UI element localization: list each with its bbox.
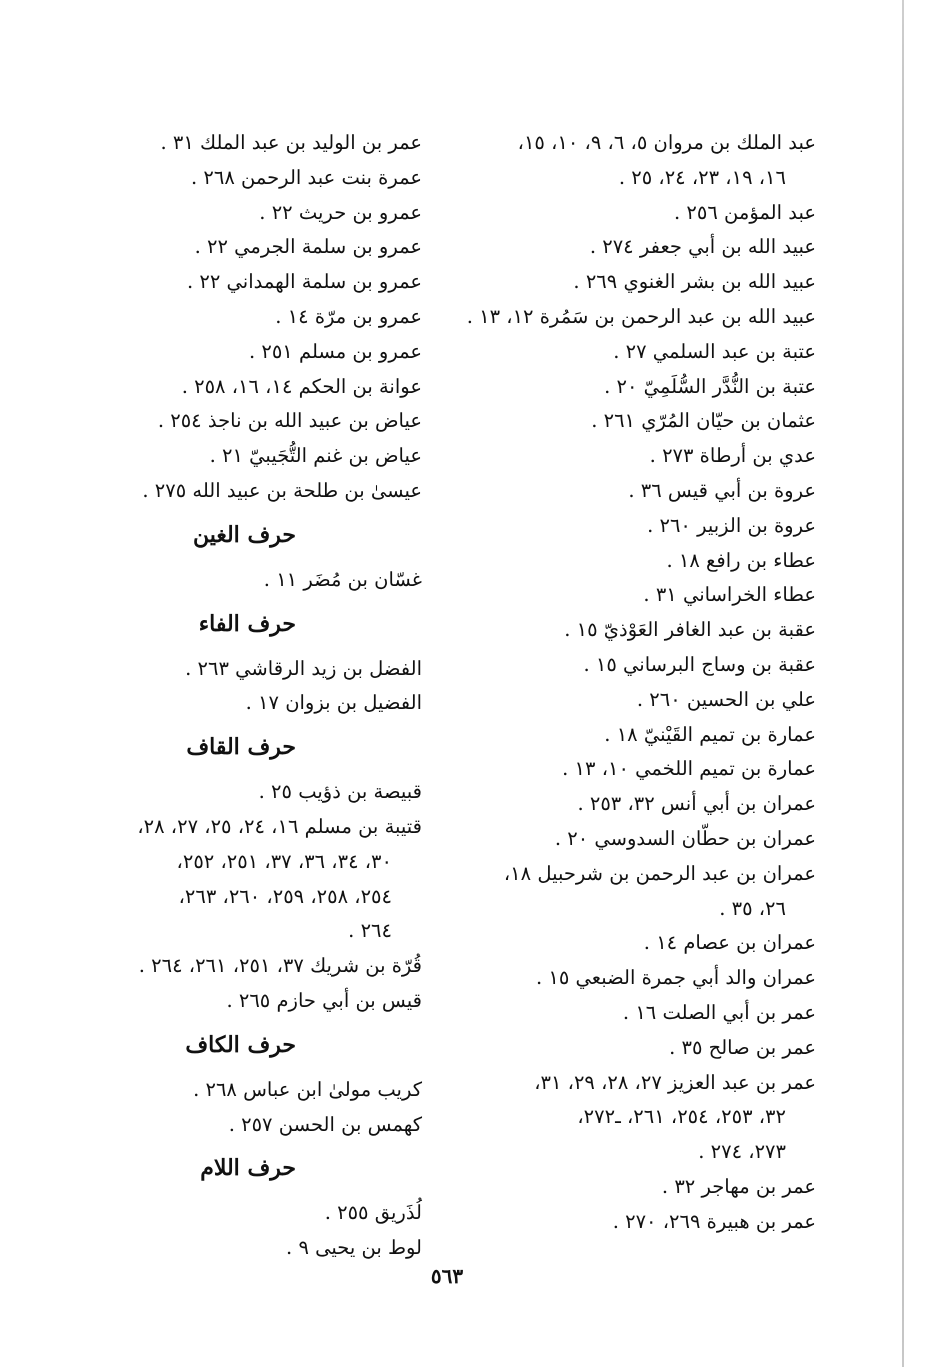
entry-text: قُرّة بن شريك ٣٧، ٢٥١، ٢٦١، ٢٦٤ . — [138, 954, 422, 978]
entry-text: عمر بن هبيرة ٢٦٩، ٢٧٠ . — [612, 1209, 816, 1233]
index-entry — [466, 787, 816, 822]
letter-section-heading: حرف الفاء — [198, 610, 296, 637]
entry-text: لُذَريق ٢٥٥ . — [324, 1201, 422, 1225]
entry-text: عتبة بن النُّدَّر السُّلَمِيّ ٢٠ . — [604, 374, 816, 398]
entry-text: عمرو بن سلمة الهمداني ٢٢ . — [187, 270, 422, 294]
index-entry — [466, 1031, 816, 1066]
entry-text: عدي بن أرطاة ٢٧٣ . — [649, 444, 816, 468]
index-entry — [466, 961, 816, 996]
entry-text: عمران والد أبي جمرة الضبعي ١٥ . — [536, 966, 816, 990]
index-entry — [466, 370, 816, 405]
index-entry — [466, 439, 816, 474]
entry-continuation: ٢٦٤ . — [348, 919, 392, 943]
entry-continuation: ٢٧٣، ٢٧٤ . — [698, 1140, 786, 1164]
entry-continuation: ٢٦، ٣٥ . — [719, 896, 786, 920]
entry-text: عياض بن غنم التُّجَيبيّ ٢١ . — [209, 444, 422, 468]
entry-text: عمرة بنت عبد الرحمن ٢٦٨ . — [190, 165, 422, 189]
entry-text: عقبة بن عبد الغافر العَوْذيّ ١٥ . — [564, 618, 816, 642]
entry-continuation: ٢٥٤، ٢٥٨، ٢٥٩، ٢٦٠، ٢٦٣، — [178, 884, 392, 908]
entry-text: غسّان بن مُضَر ١١ . — [263, 567, 422, 591]
entry-continuation: ٣٠، ٣٤، ٣٦، ٣٧، ٢٥١، ٢٥٢، — [176, 849, 392, 873]
entry-text: عمر بن مهاجر ٣٢ . — [661, 1174, 816, 1198]
index-entry — [466, 752, 816, 787]
index-entry — [466, 265, 816, 300]
entry-text: عمرو بن سلمة الجرمي ٢٢ . — [194, 235, 422, 259]
entry-text: عيسىٰ بن طلحة بن عبيد الله ٢٧٥ . — [142, 478, 422, 502]
entry-text: عمران بن حطّان السدوسي ٢٠ . — [554, 826, 816, 850]
entry-text: عمر بن أبي الصلت ١٦ . — [622, 1000, 816, 1024]
entry-text: عبيد الله بن عبد الرحمن بن سَمُرة ١٢، ١٣ . — [466, 304, 816, 328]
entry-continuation: ١٦، ١٩، ٢٣، ٢٤، ٢٥ . — [618, 165, 786, 189]
entry-text: علي بن الحسين ٢٦٠ . — [636, 687, 816, 711]
index-entry — [74, 1231, 422, 1266]
entry-text: عمر بن عبد العزيز ٢٧، ٢٨، ٢٩، ٣١، — [534, 1070, 816, 1094]
index-entry — [74, 686, 422, 721]
entry-text: عمران بن أبي أنس ٣٢، ٢٥٣ . — [577, 792, 816, 816]
index-entry — [74, 370, 422, 405]
index-entry — [466, 857, 816, 927]
index-entry — [466, 300, 816, 335]
entry-text: عمرو بن مرّة ١٤ . — [275, 304, 422, 328]
index-entry — [466, 196, 816, 231]
index-entry — [466, 1066, 816, 1170]
entry-text: عثمان بن حيّان المُرّي ٢٦١ . — [591, 409, 816, 433]
index-column-left — [74, 126, 422, 1266]
index-entry — [74, 196, 422, 231]
entry-continuation: ٣٢، ٢٥٣، ٢٥٤، ٢٦١، ـ٢٧٢، — [577, 1105, 786, 1129]
entry-text: عمر بن صالح ٣٥ . — [669, 1035, 816, 1059]
entry-text: قبيصة بن ذؤيب ٢٥ . — [258, 780, 422, 804]
entry-text: لوط بن يحيى ٩ . — [286, 1236, 422, 1260]
index-entry — [466, 1205, 816, 1240]
index-entry — [74, 161, 422, 196]
index-entry — [466, 335, 816, 370]
entry-text: عبيد الله بن بشر الغنوي ٢٦٩ . — [573, 270, 816, 294]
index-entry — [74, 775, 422, 810]
index-entry — [466, 544, 816, 579]
index-entry — [74, 474, 422, 509]
index-entry — [74, 984, 422, 1019]
entry-text: عمران بن عصام ١٤ . — [643, 931, 816, 955]
index-entry — [74, 652, 422, 687]
index-entry — [466, 509, 816, 544]
index-column-right — [466, 126, 816, 1240]
index-entry — [466, 613, 816, 648]
entry-text: عمارة بن تميم اللخمي ١٠، ١٣ . — [562, 757, 816, 781]
index-entry — [466, 648, 816, 683]
index-entry — [74, 439, 422, 474]
entry-text: الفضيل بن بزوان ١٧ . — [245, 691, 422, 715]
index-entry — [74, 563, 422, 598]
entry-text: قتيبة بن مسلم ١٦، ٢٤، ٢٥، ٢٧، ٢٨، — [137, 814, 422, 838]
entry-text: عياض بن عبيد الله بن ناجذ ٢٥٤ . — [157, 409, 422, 433]
entry-text: عبيد الله بن أبي جعفر ٢٧٤ . — [589, 235, 816, 259]
index-entry — [466, 1170, 816, 1205]
index-entry — [466, 474, 816, 509]
index-entry — [466, 230, 816, 265]
index-entry — [466, 996, 816, 1031]
index-entry — [466, 404, 816, 439]
entry-text: قيس بن أبي حازم ٢٦٥ . — [226, 988, 422, 1012]
entry-text: عمارة بن تميم القَيْنيّ ١٨ . — [604, 722, 816, 746]
entry-text: عمرو بن مسلم ٢٥١ . — [248, 339, 422, 363]
index-entry — [74, 810, 422, 949]
entry-text: عبد المؤمن ٢٥٦ . — [674, 200, 816, 224]
entry-text: عمران بن عبد الرحمن بن شرحبيل ١٨، — [503, 861, 816, 885]
index-entry — [466, 683, 816, 718]
index-entry — [74, 265, 422, 300]
index-entry — [74, 1196, 422, 1231]
index-entry — [466, 718, 816, 753]
entry-text: عمرو بن حريث ٢٢ . — [259, 200, 422, 224]
index-entry — [74, 1073, 422, 1108]
index-entry — [74, 404, 422, 439]
entry-text: عمر بن الوليد بن عبد الملك ٣١ . — [160, 131, 422, 154]
page-edge-shadow — [902, 0, 904, 1367]
entry-text: عطاء بن رافع ١٨ . — [666, 548, 816, 572]
letter-section-heading: حرف القاف — [186, 734, 296, 761]
index-entry — [74, 949, 422, 984]
index-entry — [74, 230, 422, 265]
index-entry — [74, 335, 422, 370]
entry-text: عقبة بن وساج البرساني ١٥ . — [583, 652, 816, 676]
entry-text: عطاء الخراساني ٣١ . — [643, 583, 816, 607]
index-entry — [466, 578, 816, 613]
index-entry — [466, 926, 816, 961]
index-entry — [466, 822, 816, 857]
index-entry — [74, 1108, 422, 1143]
entry-text: الفضل بن زيد الرقاشي ٢٦٣ . — [185, 656, 422, 680]
entry-text: عوانة بن الحكم ١٤، ١٦، ٢٥٨ . — [181, 374, 422, 398]
index-entry — [74, 300, 422, 335]
letter-section-heading: حرف اللام — [200, 1155, 296, 1182]
entry-text: عبد الملك بن مروان ٥، ٦، ٩، ١٠، ١٥، — [517, 131, 816, 154]
letter-section-heading: حرف الكاف — [185, 1031, 296, 1058]
entry-text: كريب مولىٰ ابن عباس ٢٦٨ . — [193, 1077, 422, 1101]
page-number: ٥٦٣ — [430, 1264, 464, 1288]
entry-text: عتبة بن عبد السلمي ٢٧ . — [613, 339, 816, 363]
letter-section-heading: حرف الغين — [192, 521, 296, 548]
entry-text: عروة بن أبي قيس ٣٦ . — [628, 478, 816, 502]
index-entry — [74, 126, 422, 161]
index-entry — [466, 126, 816, 196]
entry-text: كهمس بن الحسن ٢٥٧ . — [228, 1112, 422, 1136]
entry-text: عروة بن الزبير ٢٦٠ . — [647, 513, 816, 537]
